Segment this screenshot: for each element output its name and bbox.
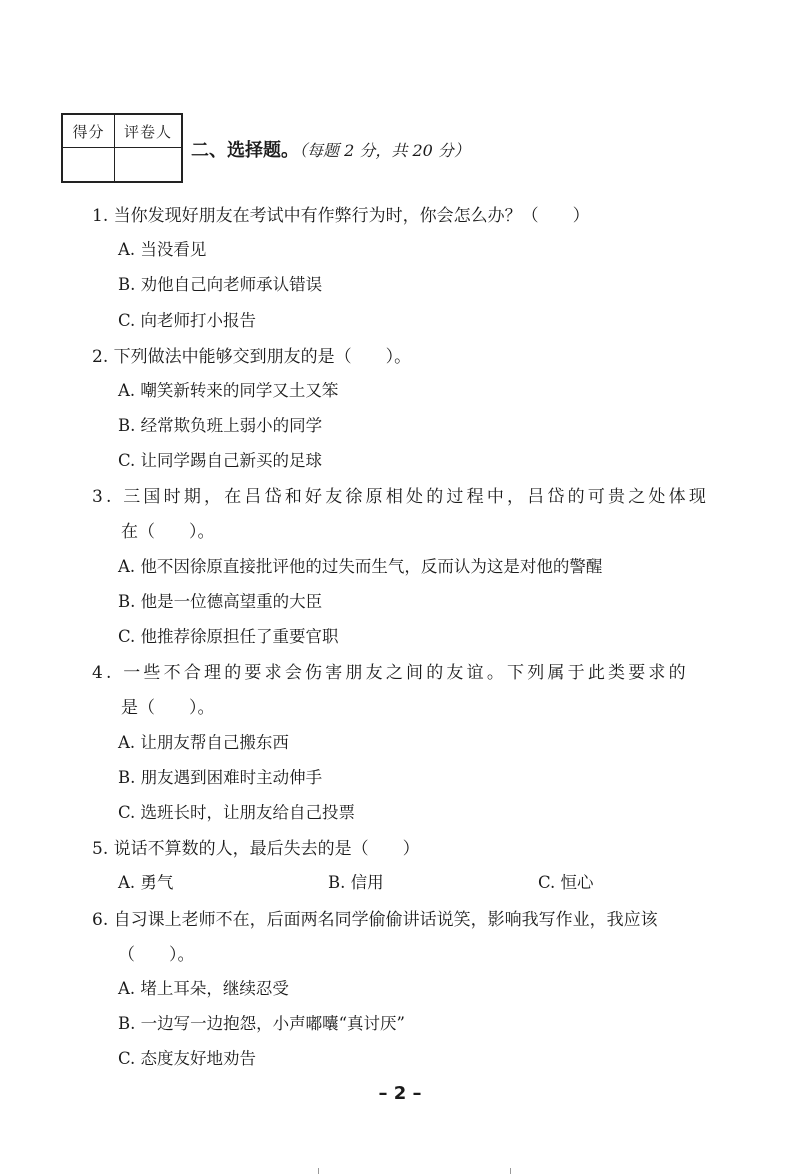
question-6-option-c: C. 态度友好地劝告 <box>118 1049 257 1068</box>
question-3-option-a: A. 他不因徐原直接批评他的过失而生气，反而认为这是对他的警醒 <box>118 557 603 576</box>
question-3-stem-cont: 在（ ）。 <box>121 522 215 542</box>
question-3-stem: 3. 三国时期，在吕岱和好友徐原相处的过程中，吕岱的可贵之处体现 <box>92 487 710 507</box>
question-6-stem: 6. 自习课上老师不在，后面两名同学偷偷讲话说笑，影响我写作业，我应该 <box>92 910 658 930</box>
section-heading <box>191 136 470 162</box>
question-2-stem: 2. 下列做法中能够交到朋友的是（ ）。 <box>92 347 412 367</box>
question-5-option-a: A. 勇气 <box>118 873 174 892</box>
question-1-option-c: C. 向老师打小报告 <box>118 311 257 330</box>
question-5-option-c: C. 恒心 <box>538 873 594 892</box>
question-4-stem: 4. 一些不合理的要求会伤害朋友之间的友谊。下列属于此类要求的 <box>92 663 689 683</box>
question-4-option-a: A. 让朋友帮自己搬东西 <box>118 733 289 752</box>
question-6-option-b: B. 一边写一边抱怨，小声嘟囔“真讨厌” <box>118 1014 405 1033</box>
question-4-option-c: C. 选班长时，让朋友给自己投票 <box>118 803 356 822</box>
grader-blank-cell[interactable] <box>115 148 181 181</box>
question-5-stem: 5. 说话不算数的人，最后失去的是（ ） <box>92 839 420 859</box>
question-3-option-c: C. 他推荐徐原担任了重要官职 <box>118 627 339 646</box>
grader-label: 评卷人 <box>115 115 181 148</box>
question-1-option-b: B. 劝他自己向老师承认错误 <box>118 275 323 294</box>
question-5-option-b: B. 信用 <box>328 873 384 892</box>
score-table <box>61 113 183 183</box>
question-2-option-b: B. 经常欺负班上弱小的同学 <box>118 416 323 435</box>
question-4-option-b: B. 朋友遇到困难时主动伸手 <box>118 768 323 787</box>
scan-mark-left <box>318 1168 319 1174</box>
section-title: 二、选择题。 <box>191 140 299 161</box>
scan-mark-right <box>510 1168 511 1174</box>
question-3-option-b: B. 他是一位德高望重的大臣 <box>118 592 323 611</box>
question-4-stem-cont: 是（ ）。 <box>121 698 215 718</box>
section-note: （每题 2 分，共 20 分） <box>299 141 470 160</box>
question-6-option-a: A. 堵上耳朵，继续忍受 <box>118 979 289 998</box>
question-6-stem-cont: （ ）。 <box>118 945 195 965</box>
question-2-option-a: A. 嘲笑新转来的同学又土又笨 <box>118 381 339 400</box>
question-2-option-c: C. 让同学踢自己新买的足球 <box>118 451 323 470</box>
score-blank-cell[interactable] <box>63 148 115 181</box>
question-1-stem: 1. 当你发现好朋友在考试中有作弊行为时，你会怎么办？（ ） <box>92 206 590 226</box>
score-label: 得分 <box>63 115 115 148</box>
page-number: – 2 – <box>378 1083 422 1104</box>
question-1-option-a: A. 当没看见 <box>118 240 207 259</box>
